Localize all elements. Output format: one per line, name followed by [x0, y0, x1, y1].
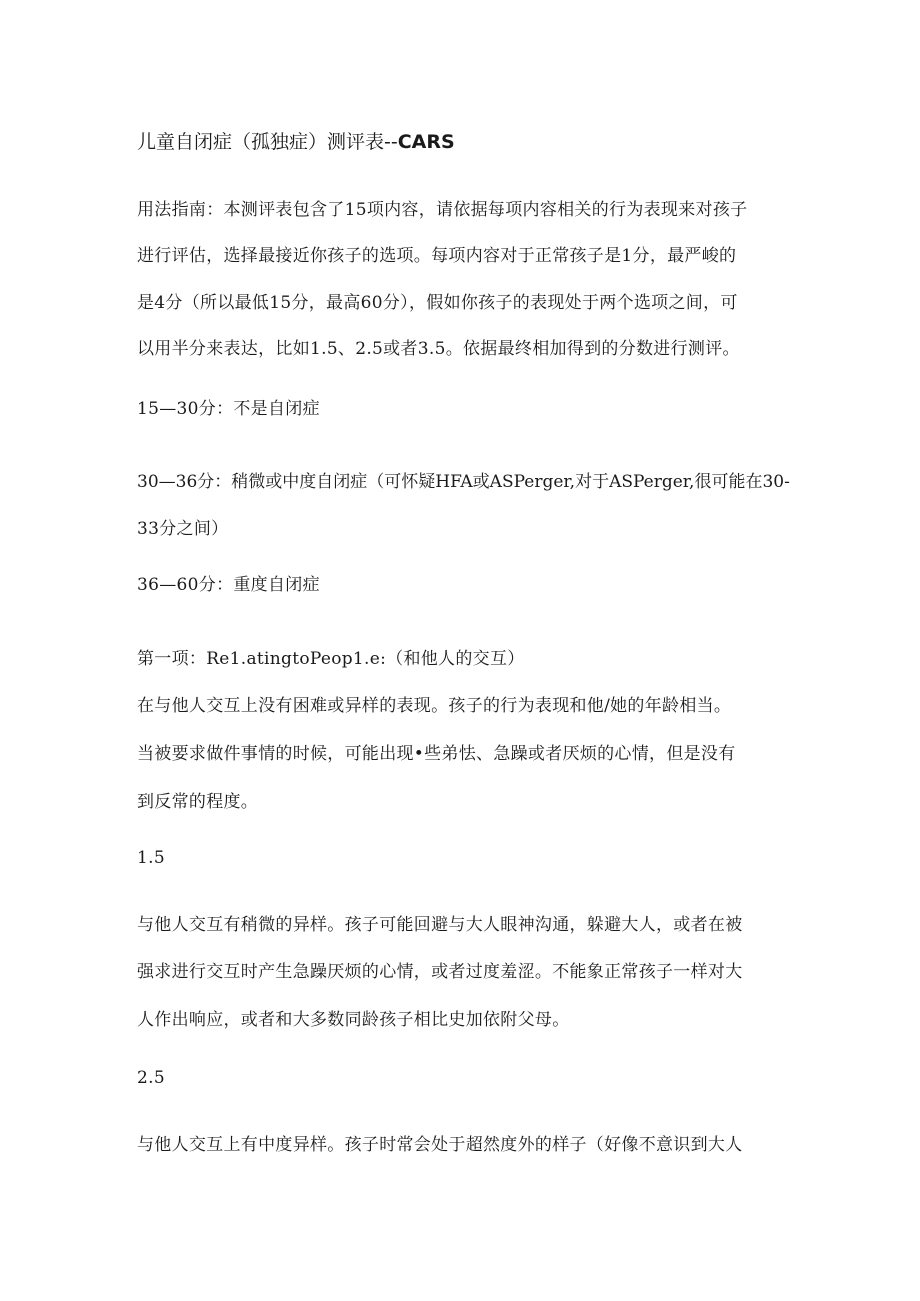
- item-1-score-3-text: 与他人交互上有中度异样。孩子时常会处于超然度外的样子（好像不意识到大人: [137, 1135, 743, 1155]
- item-1-score-1-text: 到反常的程度。: [137, 792, 259, 812]
- item-1-score-1-text: 当被要求做件事情的时候，可能出现•些弟怯、急躁或者厌烦的心情，但是没有: [137, 744, 736, 764]
- score-range-mild-cont: 33分之间）: [137, 519, 229, 539]
- guide-line: 以用半分来表达，比如1.5、2.5或者3.5。依据最终相加得到的分数进行测评。: [137, 339, 740, 359]
- guide-line: 用法指南：本测评表包含了15项内容，请依据每项内容相关的行为表现来对孩子: [137, 200, 748, 220]
- item-1-score-1-text: 在与他人交互上没有困难或异样的表现。孩子的行为表现和他/她的年龄相当。: [137, 696, 732, 716]
- guide-line: 是4分（所以最低15分，最高60分），假如你孩子的表现处于两个选项之间，可: [137, 293, 738, 313]
- title-main: 儿童自闭症（孤独症）测评表--: [137, 131, 398, 153]
- score-range-mild: 30—36分：稍微或中度自闭症（可怀疑HFA或ASPerger,对于ASPerger,很可能在30-: [137, 472, 790, 492]
- item-1-heading: 第一项：Re1.atingtoPeop1.e:（和他人的交互）: [137, 649, 525, 669]
- item-1-score-2-text: 强求进行交互时产生急躁厌烦的心情，或者过度羞涩。不能象正常孩子一样对大: [137, 962, 743, 982]
- item-1-score-2-text: 人作出响应，或者和大多数同龄孩子相比史加依附父母。: [137, 1010, 570, 1030]
- document-title: [137, 130, 455, 154]
- score-range-severe: 36—60分：重度自闭症: [137, 575, 320, 595]
- score-label-1-5: 1.5: [137, 848, 165, 868]
- title-suffix: CARS: [397, 131, 455, 153]
- score-label-2-5: 2.5: [137, 1068, 165, 1088]
- score-range-not-autism: 15—30分：不是自闭症: [137, 399, 320, 419]
- item-1-score-2-text: 与他人交互有稍微的异样。孩子可能回避与大人眼神沟通，躲避大人，或者在被: [137, 915, 743, 935]
- guide-line: 进行评估，选择最接近你孩子的选项。每项内容对于正常孩子是1分，最严峻的: [137, 246, 737, 266]
